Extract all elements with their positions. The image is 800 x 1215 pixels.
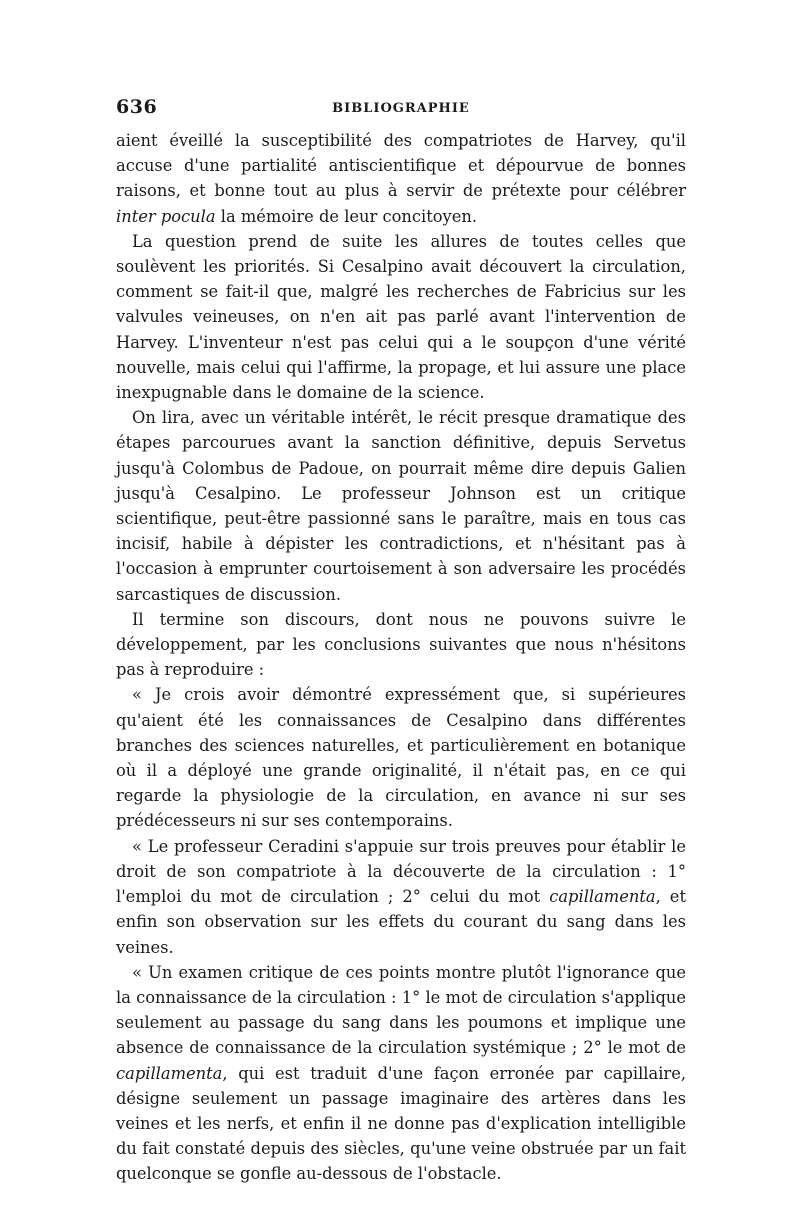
latin-phrase: inter pocula bbox=[116, 206, 216, 226]
paragraph: Il termine son discours, dont nous ne pouvons suivre le développement, par les conclusions suivantes que nous n'hésitons pas à reproduire : bbox=[116, 609, 686, 680]
paragraph: aient éveillé la susceptibilité des compatriotes de Harvey, qu'il accuse d'une partialité antiscientifique et dépourvue de bonnes raisons, et bonne tout au plus à servir de prétexte pour célébrer inter pocula la mémoire de leur concitoyen. bbox=[116, 131, 686, 226]
book-page bbox=[116, 96, 686, 1187]
body-text bbox=[116, 128, 686, 1187]
quoted-paragraph: « Je crois avoir démontré expressément que, si supérieures qu'aient été les connaissances de Cesalpino dans différentes branches des sciences naturelles, et particulièrement en botanique où il a déployé une grande originalité, il n'était pas, en ce qui regarde la physiologie de la circulation, en avance ni sur ses prédécesseurs ni sur ses contemporains. bbox=[116, 685, 686, 831]
quoted-paragraph: « Un examen critique de ces points montre plutôt l'ignorance que la connaissance de la circulation : 1° le mot de circulation s'applique seulement au passage du sang dans les poumons et implique une absence de connaissance de la circulation systémique ; 2° le mot de capillamenta, qui est traduit d'une façon erronée par capillaire, désigne seulement un passage imaginaire des artères dans les veines et les nerfs, et enfin il ne donne pas d'explication intelligible du fait constaté depuis des siècles, qu'une veine obstruée par un fait quelconque se gonfle au-dessous de l'obstacle. bbox=[116, 962, 686, 1184]
quoted-paragraph: « Le professeur Ceradini s'appuie sur trois preuves pour établir le droit de son compatriote à la découverte de la circulation : 1° l'emploi du mot de circulation ; 2° celui du mot capillamenta, et enfin son observation sur les effets du courant du sang dans les veines. bbox=[116, 836, 686, 957]
page-header bbox=[116, 96, 686, 124]
page-number: 636 bbox=[116, 96, 158, 118]
running-title: BIBLIOGRAPHIE bbox=[332, 101, 470, 116]
latin-term: capillamenta bbox=[549, 887, 656, 907]
latin-term: capillamenta bbox=[116, 1063, 223, 1083]
paragraph: On lira, avec un véritable intérêt, le récit presque dramatique des étapes parcourues avant la sanction définitive, depuis Servetus jusqu'à Colombus de Padoue, on pourrait même dire depuis Galien jusqu'à Cesalpino. Le professeur Johnson est un critique scientifique, peut-être passionné sans le paraître, mais en tous cas incisif, habile à dépister les contradictions, et n'hésitant pas à l'occasion à emprunter courtoisement à son adversaire les procédés sarcastiques de discussion. bbox=[116, 408, 686, 604]
paragraph: La question prend de suite les allures de toutes celles que soulèvent les priorités. Si Cesalpino avait découvert la circulation, comment se fait-il que, malgré les recherches de Fabricius sur les valvules veineuses, on n'en ait pas parlé avant l'intervention de Harvey. L'inventeur n'est pas celui qui a le soupçon d'une vérité nouvelle, mais celui qui l'affirme, la propage, et lui assure une place inexpugnable dans le domaine de la science. bbox=[116, 231, 686, 403]
